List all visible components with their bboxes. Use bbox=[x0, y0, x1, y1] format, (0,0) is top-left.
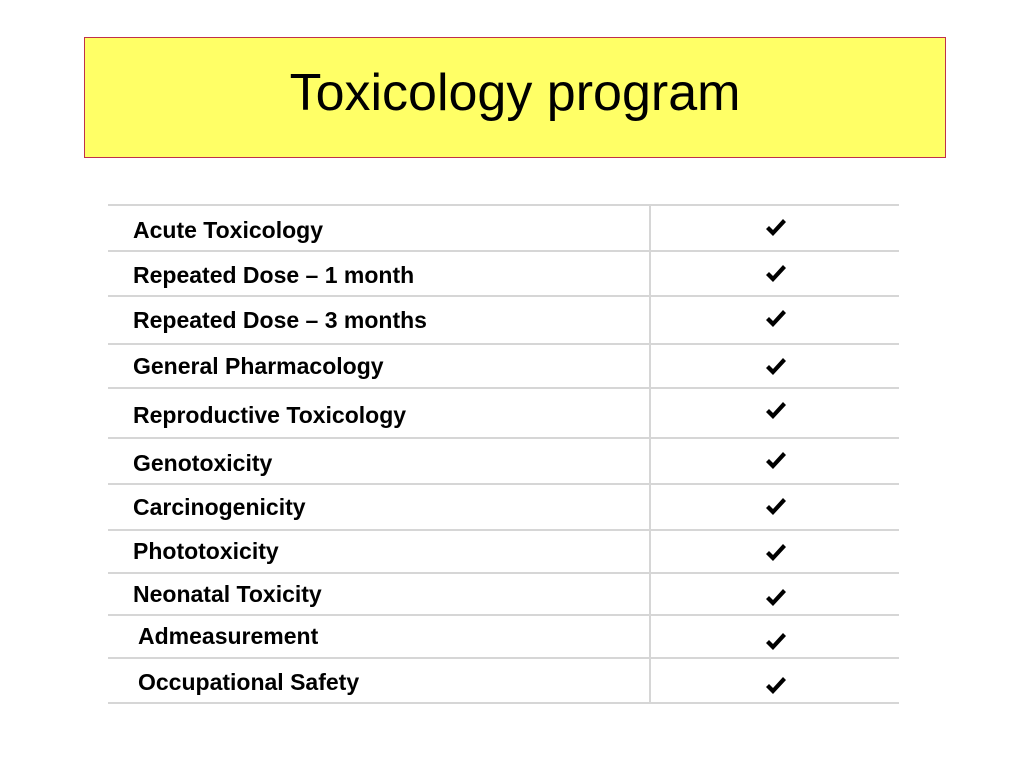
row-label: Acute Toxicology bbox=[108, 206, 651, 250]
row-label: Phototoxicity bbox=[108, 531, 651, 572]
table-row bbox=[108, 343, 899, 387]
table-row bbox=[108, 437, 899, 483]
row-check-cell bbox=[651, 389, 899, 437]
row-check-cell bbox=[651, 485, 899, 529]
check-mark-icon bbox=[765, 497, 787, 517]
check-mark-icon bbox=[765, 451, 787, 471]
row-check-cell bbox=[651, 206, 899, 250]
table-row bbox=[108, 657, 899, 704]
row-label: Occupational Safety bbox=[108, 659, 651, 702]
check-mark-icon bbox=[765, 357, 787, 377]
toxicology-table bbox=[108, 204, 899, 704]
row-label: Repeated Dose – 3 months bbox=[108, 297, 651, 343]
table-row bbox=[108, 483, 899, 529]
row-check-cell bbox=[651, 574, 899, 614]
table-row bbox=[108, 572, 899, 614]
check-mark-icon bbox=[765, 676, 787, 696]
table-row bbox=[108, 387, 899, 437]
row-label: Reproductive Toxicology bbox=[108, 389, 651, 437]
row-label: Neonatal Toxicity bbox=[108, 574, 651, 614]
slide-title: Toxicology program bbox=[289, 63, 741, 122]
check-mark-icon bbox=[765, 401, 787, 421]
row-label: General Pharmacology bbox=[108, 345, 651, 387]
row-label: Repeated Dose – 1 month bbox=[108, 252, 651, 295]
check-mark-icon bbox=[765, 543, 787, 563]
check-mark-icon bbox=[765, 588, 787, 608]
check-mark-icon bbox=[765, 264, 787, 284]
table-row bbox=[108, 204, 899, 250]
row-check-cell bbox=[651, 616, 899, 657]
row-label: Admeasurement bbox=[108, 616, 651, 657]
row-check-cell bbox=[651, 439, 899, 483]
row-label: Carcinogenicity bbox=[108, 485, 651, 529]
row-check-cell bbox=[651, 252, 899, 295]
title-banner bbox=[84, 37, 946, 158]
table-row bbox=[108, 295, 899, 343]
table-row bbox=[108, 614, 899, 657]
check-mark-icon bbox=[765, 632, 787, 652]
row-check-cell bbox=[651, 297, 899, 343]
check-mark-icon bbox=[765, 309, 787, 329]
table-row bbox=[108, 529, 899, 572]
check-mark-icon bbox=[765, 218, 787, 238]
row-check-cell bbox=[651, 531, 899, 572]
row-check-cell bbox=[651, 659, 899, 702]
table-row bbox=[108, 250, 899, 295]
row-label: Genotoxicity bbox=[108, 439, 651, 483]
row-check-cell bbox=[651, 345, 899, 387]
